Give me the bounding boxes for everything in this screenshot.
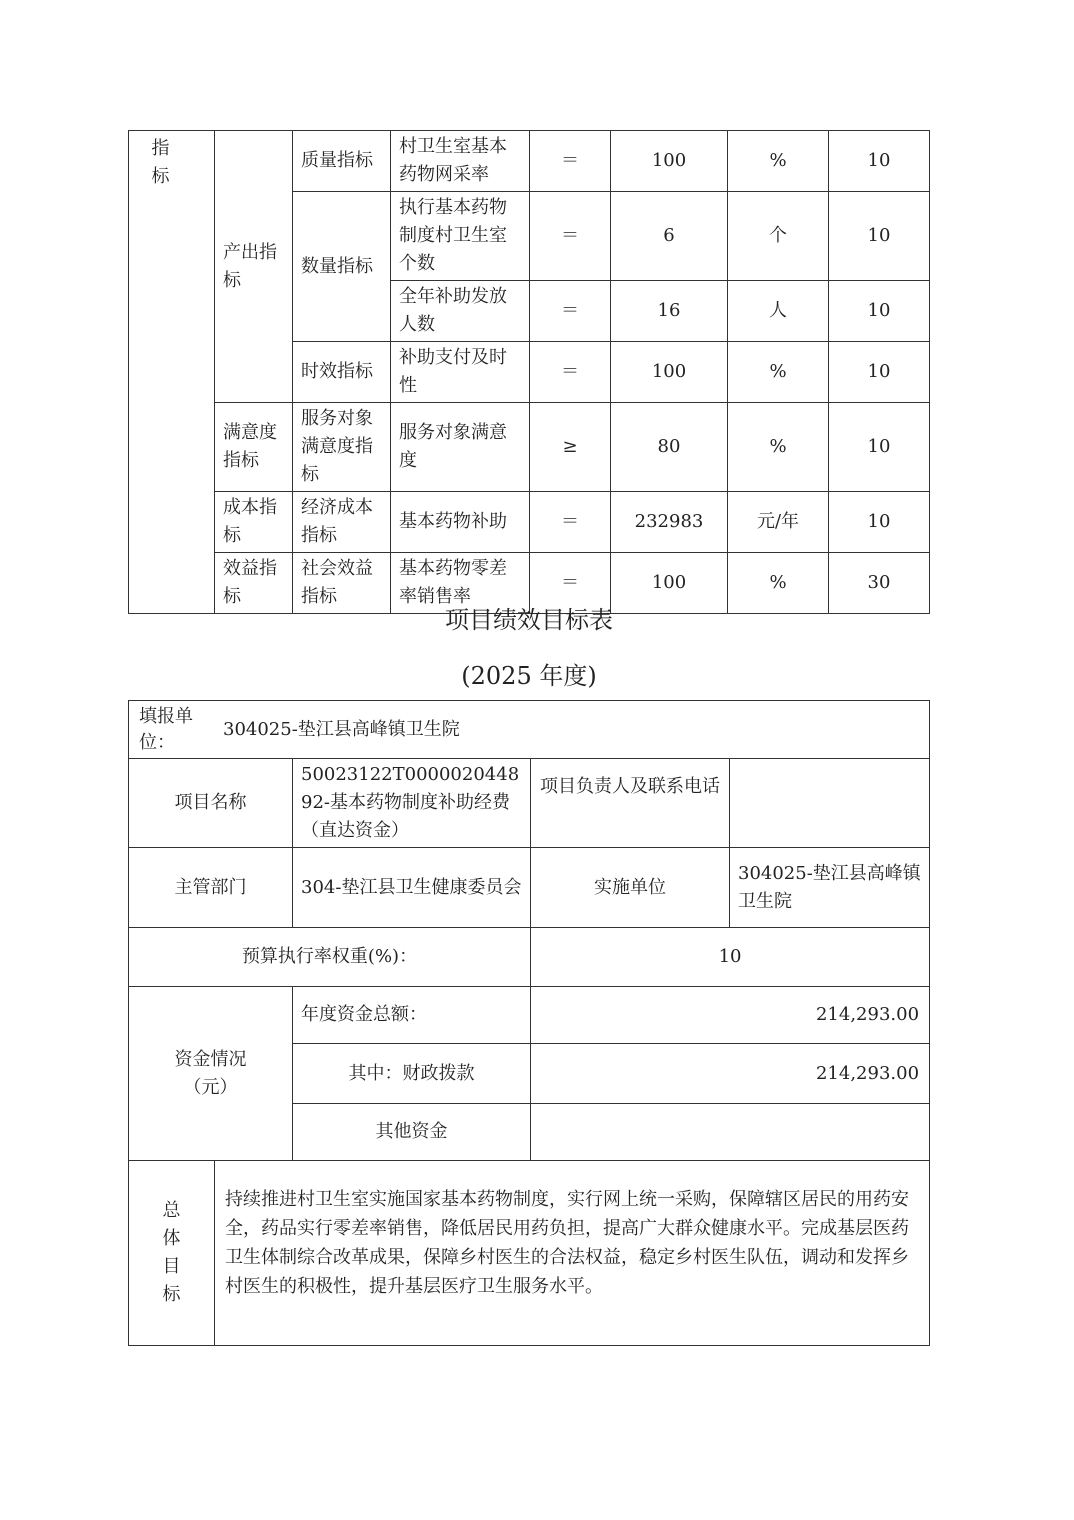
impl-label: 实施单位 bbox=[531, 848, 730, 928]
unit: % bbox=[728, 131, 829, 192]
fiscal-label: 其中：财政拨款 bbox=[293, 1044, 531, 1104]
unit-label: 填报单位： bbox=[139, 705, 193, 753]
indicator-name: 补助支付及时性 bbox=[391, 342, 530, 403]
budget-weight-label: 预算执行率权重(%)： bbox=[129, 928, 531, 987]
sub-category: 经济成本指标 bbox=[293, 492, 391, 553]
indicator-name: 基本药物补助 bbox=[391, 492, 530, 553]
satisfaction-indicator-cat: 满意度指标 bbox=[215, 403, 293, 492]
unit: 元/年 bbox=[728, 492, 829, 553]
weight: 10 bbox=[829, 281, 930, 342]
unit: 人 bbox=[728, 281, 829, 342]
unit: % bbox=[728, 553, 829, 614]
indicator-label-cell bbox=[129, 131, 215, 614]
weight: 30 bbox=[829, 553, 930, 614]
operator: ＝ bbox=[530, 281, 611, 342]
target-value: 232983 bbox=[611, 492, 728, 553]
indicator-name: 村卫生室基本药物网采率 bbox=[391, 131, 530, 192]
goal-text: 持续推进村卫生室实施国家基本药物制度，实行网上统一采购，保障辖区居民的用药安全，药品实行零差率销售，降低居民用药负担，提高广大群众健康水平。完成基层医药卫生体制综合改革成果，保障乡村医生的合法权益，稳定乡村医生队伍，调动和发挥乡村医生的积极性，提升基层医疗卫生服务水平。 bbox=[215, 1161, 930, 1346]
contact-label: 项目负责人及联系电话 bbox=[531, 759, 730, 848]
funds-label bbox=[129, 987, 293, 1161]
annual-total-value: 214,293.00 bbox=[531, 987, 930, 1044]
unit-row bbox=[129, 701, 930, 759]
output-indicator-cat: 产出指标 bbox=[215, 131, 293, 403]
operator: ＝ bbox=[530, 553, 611, 614]
indicator-name: 全年补助发放人数 bbox=[391, 281, 530, 342]
weight: 10 bbox=[829, 403, 930, 492]
contact-value bbox=[730, 759, 930, 848]
weight: 10 bbox=[829, 131, 930, 192]
target-value: 100 bbox=[611, 342, 728, 403]
operator: ＝ bbox=[530, 131, 611, 192]
target-value: 16 bbox=[611, 281, 728, 342]
indicator-table bbox=[128, 130, 930, 614]
cost-indicator-cat: 成本指标 bbox=[215, 492, 293, 553]
target-value: 100 bbox=[611, 553, 728, 614]
funds-label-text: 资金情况（元） bbox=[174, 1048, 247, 1098]
project-name-label: 项目名称 bbox=[129, 759, 293, 848]
target-value: 80 bbox=[611, 403, 728, 492]
impl-value: 304025-垫江县高峰镇卫生院 bbox=[730, 848, 930, 928]
unit: % bbox=[728, 342, 829, 403]
goal-label-text: 总体目标 bbox=[162, 1200, 181, 1305]
fiscal-value: 214,293.00 bbox=[531, 1044, 930, 1104]
benefit-indicator-cat: 效益指标 bbox=[215, 553, 293, 614]
operator: ＝ bbox=[530, 192, 611, 281]
weight: 10 bbox=[829, 342, 930, 403]
sub-category: 数量指标 bbox=[293, 192, 391, 342]
sub-category: 时效指标 bbox=[293, 342, 391, 403]
budget-weight-value: 10 bbox=[531, 928, 930, 987]
indicator-name: 服务对象满意度 bbox=[391, 403, 530, 492]
target-value: 6 bbox=[611, 192, 728, 281]
project-name-value: 50023122T000002044892-基本药物制度补助经费（直达资金） bbox=[293, 759, 531, 848]
sub-category: 服务对象满意度指标 bbox=[293, 403, 391, 492]
year-subtitle: (2025 年度) bbox=[461, 662, 597, 690]
annual-total-label: 年度资金总额： bbox=[293, 987, 531, 1044]
operator: ＝ bbox=[530, 492, 611, 553]
operator: ≥ bbox=[530, 403, 611, 492]
unit-value: 304025-垫江县高峰镇卫生院 bbox=[223, 718, 460, 740]
dept-label: 主管部门 bbox=[129, 848, 293, 928]
other-funds-label: 其他资金 bbox=[293, 1104, 531, 1161]
unit: % bbox=[728, 403, 829, 492]
other-funds-value bbox=[531, 1104, 930, 1161]
indicator-name: 执行基本药物制度村卫生室个数 bbox=[391, 192, 530, 281]
weight: 10 bbox=[829, 492, 930, 553]
dept-value: 304-垫江县卫生健康委员会 bbox=[293, 848, 531, 928]
sub-category: 质量指标 bbox=[293, 131, 391, 192]
target-value: 100 bbox=[611, 131, 728, 192]
indicator-label: 指标 bbox=[151, 138, 170, 187]
page-title: 项目绩效目标表 bbox=[445, 606, 613, 634]
indicator-name: 基本药物零差率销售率 bbox=[391, 553, 530, 614]
goal-label bbox=[129, 1161, 215, 1346]
weight: 10 bbox=[829, 192, 930, 281]
operator: ＝ bbox=[530, 342, 611, 403]
unit: 个 bbox=[728, 192, 829, 281]
sub-category: 社会效益指标 bbox=[293, 553, 391, 614]
performance-target-table bbox=[128, 700, 930, 1346]
